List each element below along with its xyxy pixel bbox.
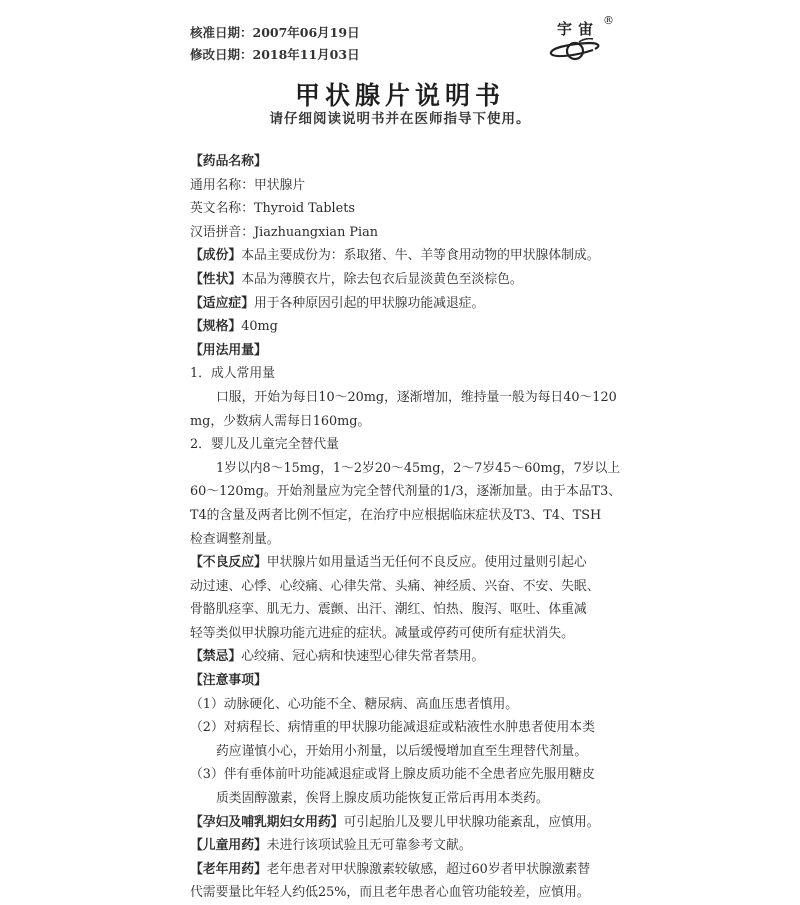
precaution-text-continued: 质类固醇激素，俟肾上腺皮质功能恢复正常后再用本类药。 <box>216 791 549 807</box>
section-heading-precautions: 【注意事项】 <box>190 673 267 689</box>
pediatric-text: 未进行该项试验且无可靠参考文献。 <box>266 838 472 854</box>
adverse-reactions-text: 甲状腺片如用量适当无任何不良反应。使用过量则引起心 <box>266 555 587 571</box>
section-heading-ingredients: 【成份】 <box>190 248 242 264</box>
precaution-text: 伴有垂体前叶功能减退症或肾上腺皮质功能不全患者应先服用糖皮 <box>223 767 595 783</box>
dosage-child-heading: 2．婴儿及儿童完全替代量 <box>190 437 339 453</box>
dosage-child-line: 检查调整剂量。 <box>190 531 280 547</box>
description-text: 本品为薄膜衣片，除去包衣后显淡黄色至淡棕色。 <box>241 271 523 287</box>
precaution-text-continued: 药应谨慎小心，开始用小剂量，以后缓慢增加直至生理替代剂量。 <box>216 743 588 759</box>
brand-name: 宇宙 <box>557 20 600 38</box>
geriatric-text: 老年患者对甲状腺激素较敏感，超过60岁者甲状腺激素替 <box>266 861 591 877</box>
dosage-child-line: 60～120mg。开始剂量应为完全替代剂量的1/3，逐渐加量。由于本品T3、 <box>190 484 622 500</box>
precaution-text: 对病程长、病情重的甲状腺功能减退症或粘液性水肿患者使用本类 <box>223 720 595 736</box>
section-heading-contraindications: 【禁忌】 <box>190 649 242 665</box>
section-heading-specification: 【规格】 <box>190 319 242 335</box>
section-heading-description: 【性状】 <box>190 271 242 287</box>
pregnancy-text: 可引起胎儿及婴儿甲状腺功能紊乱，应慎用。 <box>343 814 600 830</box>
section-contraindications <box>190 645 610 669</box>
section-specification <box>190 315 610 339</box>
revision-date: 修改日期：2018年11月03日 <box>190 47 360 62</box>
adverse-reactions-line: 轻等类似甲状腺功能亢进症的症状。减量或停药可使所有症状消失。 <box>190 625 574 641</box>
document-subtitle: 请仔细阅读说明书并在医师指导下使用。 <box>269 111 531 127</box>
section-ingredients <box>190 244 610 268</box>
section-adverse-reactions <box>190 551 610 575</box>
precaution-text: 动脉硬化、心功能不全、糖尿病、高血压患者慎用。 <box>223 696 519 712</box>
section-pregnancy <box>190 811 610 835</box>
adverse-reactions-line: 骨骼肌痉挛、肌无力、震颤、出汗、潮红、怕热、腹泻、呕吐、体重减 <box>190 602 587 618</box>
indications-text: 用于各种原因引起的甲状腺功能减退症。 <box>253 295 485 311</box>
section-pediatric <box>190 834 610 858</box>
section-heading-indications: 【适应症】 <box>190 295 254 311</box>
document-title: 甲状腺片说明书 <box>294 81 505 110</box>
section-heading-pregnancy: 【孕妇及哺乳期妇女用药】 <box>190 814 344 830</box>
dosage-adult-line: 口服，开始为每日10～20mg，逐渐增加，维持量一般为每日40～120 <box>216 389 617 405</box>
dosage-child-line: T4的含量及两者比例不恒定，在治疗中应根据临床症状及T3、T4、TSH <box>190 507 602 523</box>
registered-mark: ® <box>603 14 614 27</box>
section-heading-dosage: 【用法用量】 <box>190 342 267 358</box>
geriatric-line: 代需要量比年轻人约低25%，而且老年患者心血管功能较差，应慎用。 <box>190 885 590 901</box>
section-heading-geriatric: 【老年用药】 <box>190 861 267 877</box>
contraindications-text: 心绞痛、冠心病和快速型心律失常者禁用。 <box>241 649 485 665</box>
section-geriatric <box>190 858 610 882</box>
dosage-adult-heading: 1．成人常用量 <box>190 366 275 382</box>
header-dates <box>190 22 360 66</box>
precaution-item <box>190 716 610 740</box>
precaution-item <box>190 693 610 717</box>
brand-logo <box>545 16 625 66</box>
section-heading-adverse-reactions: 【不良反应】 <box>190 555 267 571</box>
adverse-reactions-line: 动过速、心悸、心绞痛、心律失常、头痛、神经质、兴奋、不安、失眠、 <box>190 578 600 594</box>
dosage-adult-line: mg，少数病人需每日160mg。 <box>190 413 371 429</box>
pinyin-name: 汉语拼音：Jiazhuangxian Pian <box>190 224 378 240</box>
precaution-number: （2） <box>190 720 224 736</box>
section-heading-pediatric: 【儿童用药】 <box>190 838 267 854</box>
planet-icon <box>545 38 605 62</box>
approval-date: 核准日期：2007年06月19日 <box>190 25 360 40</box>
section-indications <box>190 292 610 316</box>
precaution-item <box>190 763 610 787</box>
precaution-number: （3） <box>190 767 224 783</box>
section-heading-drug-name: 【药品名称】 <box>190 154 267 169</box>
section-description <box>190 268 610 292</box>
precaution-number: （1） <box>190 696 224 712</box>
english-name: 英文名称：Thyroid Tablets <box>190 201 355 217</box>
leaflet-body <box>190 150 622 905</box>
ingredients-text: 本品主要成份为：系取猪、牛、羊等食用动物的甲状腺体制成。 <box>241 248 600 264</box>
dosage-child-line: 1岁以内8～15mg，1～2岁20～45mg，2～7岁45～60mg，7岁以上 <box>216 460 621 476</box>
generic-name: 通用名称：甲状腺片 <box>190 177 306 193</box>
specification-text: 40mg <box>241 319 278 335</box>
